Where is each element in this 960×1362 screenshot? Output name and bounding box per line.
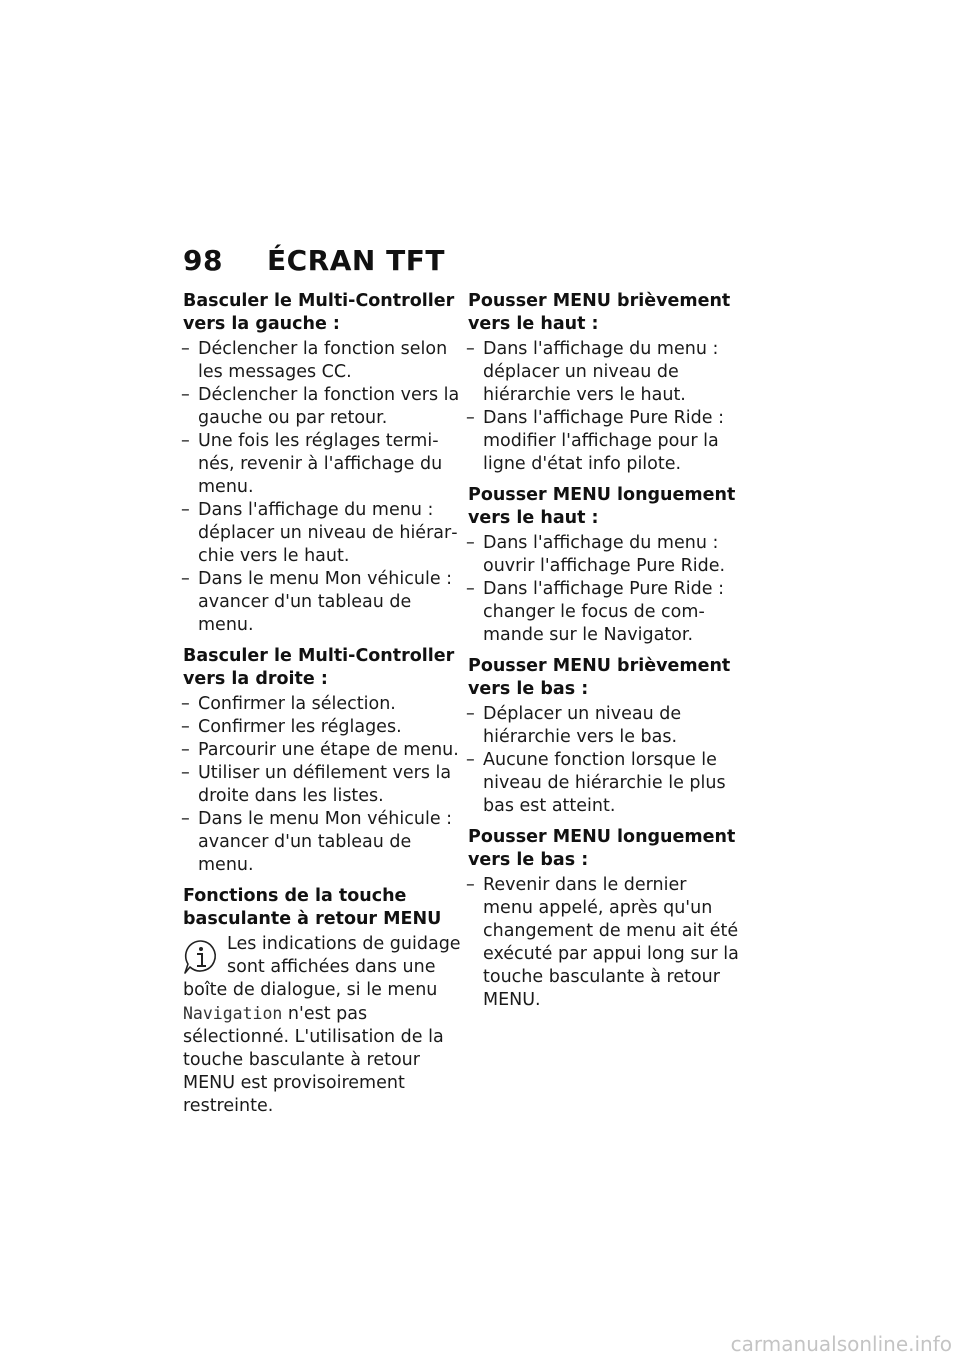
- note-text-after: n'est pas sélectionné. L'utilisation de la touche basculante à retour MENU est provisoirement restreinte.: [183, 1004, 444, 1116]
- section-menu-up-long: [468, 484, 740, 647]
- page-title: ÉCRAN TFT: [267, 244, 445, 277]
- item-list: [183, 693, 461, 877]
- item-list: [468, 874, 740, 1012]
- list-item: – Dans l'affichage du menu : déplacer un niveau de hiérarchie vers le haut.: [183, 499, 461, 568]
- right-column: [468, 290, 740, 1020]
- section-menu-down-long: [468, 826, 740, 1012]
- section-left-droite: [183, 645, 461, 877]
- section-title: Pousser MENU brièvement vers le bas :: [468, 656, 731, 699]
- list-item: – Dans l'affichage du menu : déplacer un niveau de hiérarchie vers le haut.: [468, 338, 740, 407]
- section-title: Pousser MENU longuement vers le bas :: [468, 827, 736, 870]
- section-title: Pousser MENU longuement vers le haut :: [468, 485, 736, 528]
- section-title: Basculer le Multi-Controller vers la droite :: [183, 646, 455, 689]
- section-left-gauche: [183, 290, 461, 637]
- section-menu-functions: [183, 885, 461, 1118]
- page-header: [183, 244, 445, 277]
- list-item: – Dans le menu Mon véhicule : avancer d'un tableau de menu.: [183, 568, 461, 637]
- item-list: [468, 338, 740, 476]
- info-note: [183, 933, 461, 1118]
- list-item: – Dans l'affichage Pure Ride : modifier l'affichage pour la ligne d'état info pilote.: [468, 407, 740, 476]
- section-menu-down-short: [468, 655, 740, 818]
- list-item: – Déplacer un niveau de hiérarchie vers le bas.: [468, 703, 740, 749]
- list-item: – Confirmer la sélection.: [183, 693, 461, 716]
- list-item: – Déclencher la fonction vers la gauche ou par retour.: [183, 384, 461, 430]
- list-item: – Aucune fonction lorsque le niveau de hiérarchie le plus bas est atteint.: [468, 749, 740, 818]
- list-item: – Parcourir une étape de menu.: [183, 739, 461, 762]
- section-title: Pousser MENU brièvement vers le haut :: [468, 291, 731, 334]
- list-item: – Dans le menu Mon véhicule : avancer d'un tableau de menu.: [183, 808, 461, 877]
- list-item: – Revenir dans le dernier menu appelé, après qu'un changement de menu ait été exécuté par appui long sur la touche basculante à retour MENU.: [468, 874, 740, 1012]
- watermark: carmanualsonline.info: [730, 1332, 952, 1356]
- menu-name: Navigation: [183, 1004, 283, 1023]
- section-title: Fonctions de la touche basculante à retour MENU: [183, 886, 442, 929]
- note-text-before: Les indications de guidage sont affichées dans une boîte de dialogue, si le menu: [183, 934, 461, 1000]
- item-list: [468, 703, 740, 818]
- list-item: – Confirmer les réglages.: [183, 716, 461, 739]
- section-title: Basculer le Multi-Controller vers la gauche :: [183, 291, 455, 334]
- list-item: – Utiliser un défilement vers la droite dans les listes.: [183, 762, 461, 808]
- item-list: [468, 532, 740, 647]
- info-icon: [181, 937, 221, 977]
- section-menu-up-short: [468, 290, 740, 476]
- left-column: [183, 290, 461, 1126]
- list-item: – Une fois les réglages terminés, revenir à l'affichage du menu.: [183, 430, 461, 499]
- page-number: 98: [183, 244, 223, 277]
- list-item: – Déclencher la fonction selon les messages CC.: [183, 338, 461, 384]
- item-list: [183, 338, 461, 637]
- list-item: – Dans l'affichage Pure Ride : changer le focus de commande sur le Navigator.: [468, 578, 740, 647]
- list-item: – Dans l'affichage du menu : ouvrir l'affichage Pure Ride.: [468, 532, 740, 578]
